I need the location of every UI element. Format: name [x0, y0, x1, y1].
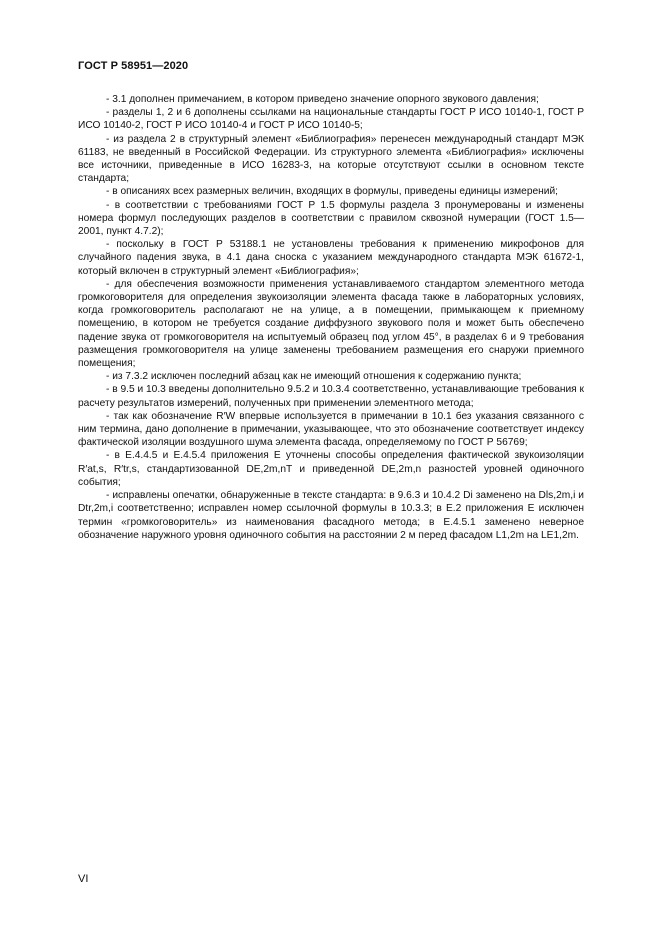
page-number: VI	[78, 873, 89, 885]
paragraph: - в Е.4.4.5 и Е.4.5.4 приложения Е уточнены способы определения фактической звукоизоляции R′at,s, R′tr,s, стандартизованной DE,2m,nT и приведенной DE,2m,n разностей уровней одиночного события;	[78, 450, 584, 488]
paragraph: - разделы 1, 2 и 6 дополнены ссылками на национальные стандарты ГОСТ Р ИСО 10140-1, ГОСТ Р ИСО 10140-2, ГОСТ Р ИСО 10140-4 и ГОСТ Р ИСО 10140-5;	[78, 107, 584, 132]
paragraph: - в 9.5 и 10.3 введены дополнительно 9.5.2 и 10.3.4 соответственно, устанавливающие требования к расчету результатов измерений, полученных при применении элементного метода;	[78, 384, 584, 409]
paragraph: - в соответствии с требованиями ГОСТ Р 1.5 формулы раздела 3 пронумерованы и изменены номера формул последующих разделов в соответствии с правилом сквозной нумерации (ГОСТ 1.5—2001, пункт 4.7.2);	[78, 199, 584, 238]
document-header: ГОСТ Р 58951—2020	[78, 60, 189, 72]
paragraph: - 3.1 дополнен примечанием, в котором приведено значение опорного звукового давления;	[106, 94, 539, 105]
paragraph: - поскольку в ГОСТ Р 53188.1 не установлены требования к применению микрофонов для случайного падения звука, в 4.1 дана сноска с указанием международного стандарта МЭК 61672-1, который включен в структурный элемент «Библиография»;	[78, 239, 584, 277]
paragraph: - из раздела 2 в структурный элемент «Библиография» перенесен международный стандарт МЭК 61183, не введенный в Российской Федерации. Из структурного элемента «Библиография» исключены все источники, приведенные в ИСО 16283-3, на которые отсутствуют ссылки в основном тексте стандарта;	[78, 133, 584, 185]
paragraph: - для обеспечения возможности применения устанавливаемого стандартом элементного метода громкоговорителя для определения звукоизоляции элемента фасада также в лабораторных условиях, когда громкоговоритель располагают не на улице, а в помещении, примыкающем к приемному помещению, в котором не требуется создание диффузного звукового поля и может быть обеспечено падение звука от громкоговорителя на испытуемый образец под углом 45°, в разделах 6 и 9 требования размещения громкоговорителя на улице заменены требованием размещения его снаружи приемного помещения;	[78, 278, 584, 370]
paragraph: - так как обозначение R′W впервые используется в примечании в 10.1 без указания связанного с ним термина, дано дополнение в примечании, указывающее, что это обозначение соответствует индексу фактической изоляции воздушного шума элемента фасада, определяемому по ГОСТ Р 56769;	[78, 410, 584, 449]
paragraph: - в описаниях всех размерных величин, входящих в формулы, приведены единицы измерений;	[106, 186, 558, 198]
paragraph: - исправлены опечатки, обнаруженные в тексте стандарта: в 9.6.3 и 10.4.2 Di заменено на Dls,2m,i и Dtr,2m,i соответственно; исправлен номер ссылочной формулы в 10.3.3; в Е.2 приложения Е исключен термин «громкоговоритель» из наименования фасадного метода; в Е.4.5.1 заменено неверное обозначение наружного уровня одиночного события на расстоянии 2 м перед фасадом L1,2m на LE1,2m.	[78, 490, 584, 541]
document-body	[78, 93, 584, 542]
paragraph: - из 7.3.2 исключен последний абзац как не имеющий отношения к содержанию пункта;	[106, 371, 522, 383]
